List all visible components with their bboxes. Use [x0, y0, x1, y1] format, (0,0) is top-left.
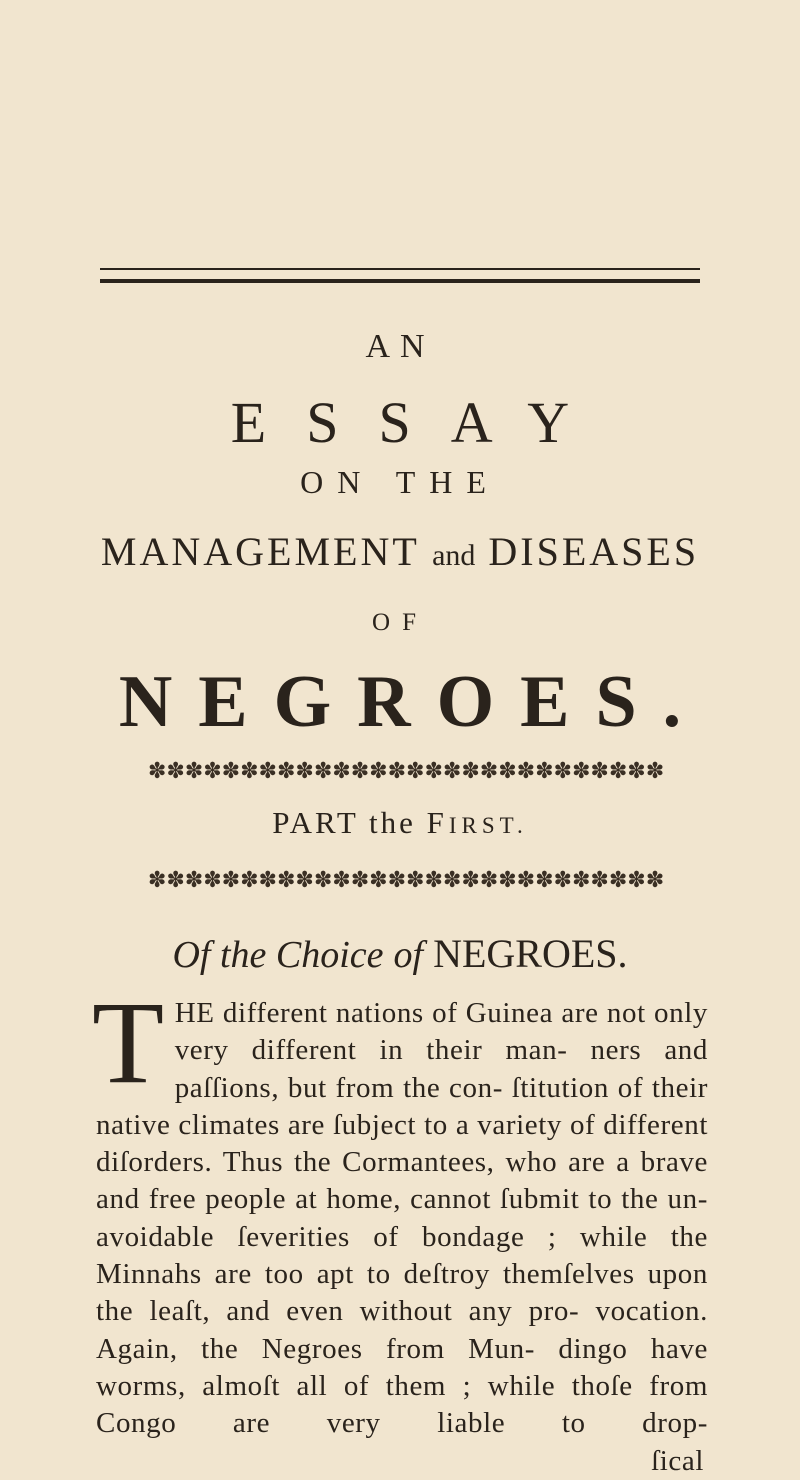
fleuron-icon: ✽ — [424, 868, 443, 893]
section-heading — [0, 930, 800, 977]
fleuron-icon: ✽ — [443, 868, 462, 893]
fleuron-icon: ✽ — [516, 759, 536, 784]
fleuron-icon: ✽ — [240, 868, 259, 893]
fleuron-icon: ✽ — [498, 868, 517, 893]
fleuron-icon: ✽ — [350, 868, 370, 893]
fleuron-icon: ✽ — [406, 868, 425, 893]
drop-cap: T — [92, 977, 165, 1108]
fleuron-icon: ✽ — [277, 868, 296, 893]
title-management-diseases — [0, 528, 800, 575]
fleuron-icon: ✽ — [645, 868, 665, 893]
fleuron-icon: ✽ — [369, 759, 388, 784]
fleuron-icon: ✽ — [608, 868, 628, 893]
fleuron-icon: ✽ — [387, 759, 407, 784]
top-rule-thick — [100, 279, 700, 283]
heading-italic-of: of — [393, 934, 424, 976]
heading-italic-choice: Of the Choice — [172, 934, 384, 976]
title-an: AN — [365, 328, 435, 365]
fleuron-icon: ✽ — [240, 759, 259, 784]
paragraph-text: HE different nations of Guinea are not only very different in their man- ners and paſſions, but from the con- ſtitution of their native climates are ſubject to a variety of different diſorders. Thus the Cormantees, who are a brave and free people at home, cannot ſubmit to the un- avoidable ſeverities of bondage ; while the Minnahs are too apt to deſtroy themſelves upon the leaſt, and even without any pro- vocation. Again, the Negroes from Mun- dingo have worms, almoſt all of them ; while thoſe from Congo are very liable to drop- — [96, 997, 708, 1440]
fleuron-icon: ✽ — [608, 759, 628, 784]
fleuron-icon: ✽ — [148, 759, 167, 784]
fleuron-icon: ✽ — [295, 868, 314, 893]
fleuron-icon: ✽ — [369, 868, 388, 893]
fleuron-icon: ✽ — [572, 868, 591, 893]
fleuron-icon: ✽ — [313, 868, 333, 893]
title-essay: ESSAY — [230, 390, 610, 455]
catchword: ſical — [651, 1444, 704, 1477]
fleuron-icon: ✽ — [221, 868, 241, 893]
fleuron-icon: ✽ — [184, 759, 204, 784]
fleuron-icon: ✽ — [627, 868, 646, 893]
fleuron-icon: ✽ — [461, 759, 480, 784]
fleuron-icon: ✽ — [406, 759, 425, 784]
fleuron-icon: ✽ — [277, 759, 296, 784]
fleuron-icon: ✽ — [443, 759, 462, 784]
fleuron-icon: ✽ — [553, 868, 573, 893]
fleuron-icon: ✽ — [590, 759, 609, 784]
fleuron-icon: ✽ — [350, 759, 370, 784]
fleuron-icon: ✽ — [424, 759, 443, 784]
fleuron-icon: ✽ — [516, 868, 536, 893]
fleuron-icon: ✽ — [590, 868, 609, 893]
fleuron-icon: ✽ — [627, 759, 646, 784]
ornament-band-bottom — [148, 866, 665, 896]
fleuron-icon: ✽ — [166, 868, 185, 893]
fleuron-icon: ✽ — [461, 868, 480, 893]
fleuron-icon: ✽ — [203, 868, 222, 893]
fleuron-icon: ✽ — [332, 759, 351, 784]
fleuron-icon: ✽ — [332, 868, 351, 893]
ornament-band-top — [148, 757, 665, 787]
fleuron-icon: ✽ — [203, 759, 222, 784]
heading-caps-negroes: NEGROES. — [433, 931, 628, 976]
fleuron-icon: ✽ — [258, 868, 278, 893]
part-first-rest: IRST. — [448, 813, 528, 838]
title-of: OF — [372, 609, 428, 636]
part-word: PART — [272, 805, 359, 840]
title-and: and — [432, 539, 476, 572]
fleuron-icon: ✽ — [221, 759, 241, 784]
fleuron-icon: ✽ — [295, 759, 314, 784]
part-heading — [0, 805, 800, 841]
part-first — [427, 805, 528, 840]
top-rule-thin — [100, 268, 700, 270]
fleuron-icon: ✽ — [479, 868, 499, 893]
fleuron-icon: ✽ — [148, 868, 167, 893]
fleuron-icon: ✽ — [535, 868, 554, 893]
part-first-initial: F — [426, 805, 449, 840]
fleuron-icon: ✽ — [553, 759, 573, 784]
body-text — [92, 977, 708, 1480]
fleuron-icon: ✽ — [258, 759, 278, 784]
part-the: the — [368, 805, 416, 840]
paragraph — [92, 977, 708, 1443]
title-diseases: DISEASES — [488, 529, 700, 574]
fleuron-icon: ✽ — [479, 759, 499, 784]
title-management: MANAGEMENT — [100, 529, 420, 574]
fleuron-icon: ✽ — [387, 868, 407, 893]
title-negroes: NEGROES. — [118, 661, 708, 743]
title-on-the: ON THE — [300, 464, 500, 500]
fleuron-icon: ✽ — [535, 759, 554, 784]
fleuron-icon: ✽ — [645, 759, 665, 784]
fleuron-icon: ✽ — [572, 759, 591, 784]
fleuron-icon: ✽ — [313, 759, 333, 784]
fleuron-icon: ✽ — [498, 759, 517, 784]
fleuron-icon: ✽ — [184, 868, 204, 893]
fleuron-icon: ✽ — [166, 759, 185, 784]
